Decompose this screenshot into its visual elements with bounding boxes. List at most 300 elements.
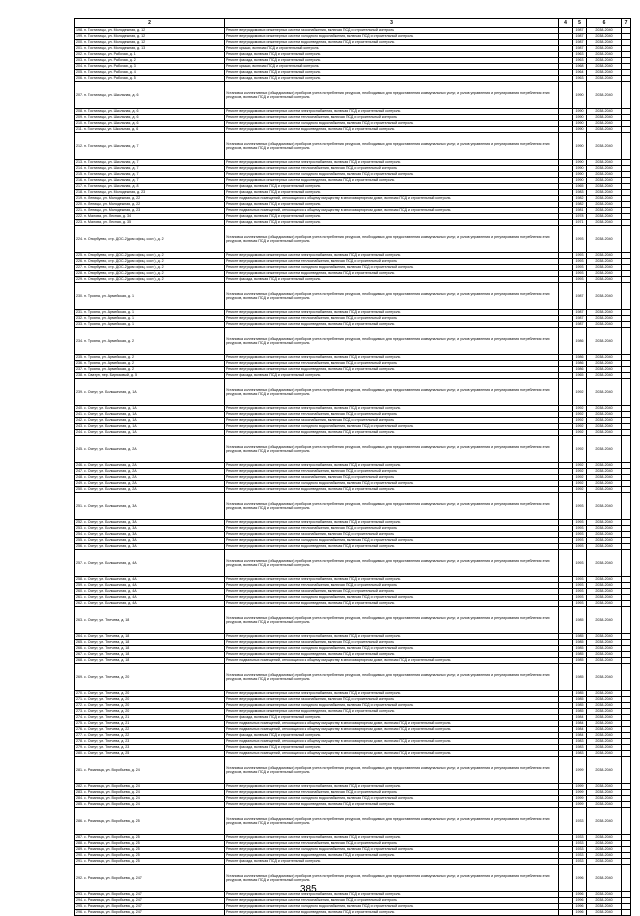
year-cell: 1986: [573, 367, 587, 373]
address-cell: 238. п. Сватуп, пер. Бирюзовый, д. 5: [75, 373, 225, 379]
col4-cell: [559, 379, 573, 406]
address-cell: 221. п. Лепицы, ул. Молодежная, д. 23: [75, 208, 225, 214]
year-cell: 1985: [573, 640, 587, 646]
address-cell: 228. п. Опорбуево, стр. ДОС-2(дом офиц. сост.), д. 2: [75, 271, 225, 277]
period-cell: 2038-2040: [587, 436, 622, 463]
year-cell: 1992: [573, 406, 587, 412]
address-cell: 236. п. Трояна, ул. Армейская, д. 2: [75, 361, 225, 367]
period-cell: 2038-2040: [587, 166, 622, 172]
work-type-cell: Установка коллективных (общедомовых) приборов учета потребления ресурсов, необходимых для предоставления коммунальных услуг, и узлов управления и регулирования потребления этих ресурсов, включая ПСД и строительный контроль: [225, 82, 559, 109]
year-cell: 1993: [573, 589, 587, 595]
work-type-cell: Ремонт внутридомовых инженерных систем электроснабжения, включая ПСД и строительный контроль: [225, 892, 559, 898]
period-cell: 2038-2040: [587, 709, 622, 715]
period-cell: 2038-2040: [587, 841, 622, 847]
period-cell: 2038-2040: [587, 745, 622, 751]
work-type-cell: Ремонт внутридомовых инженерных систем водоотведения, включая ПСД и строительный контроль: [225, 709, 559, 715]
address-cell: 260. с. Оспут, ул. Большичная, д. 4А: [75, 589, 225, 595]
period-cell: 2038-2040: [587, 46, 622, 52]
address-cell: 266. с. Оспут, ул. Тютчева, д. 18: [75, 646, 225, 652]
work-type-cell: Ремонт внутридомовых инженерных систем холодного водоснабжения, включая ПСД и строительный контроль: [225, 424, 559, 430]
table-header-row: [75, 19, 631, 28]
work-type-cell: Ремонт внутридомовых инженерных систем газоснабжения, включая ПСД и строительный контроль: [225, 28, 559, 34]
col4-cell: [559, 910, 573, 916]
year-cell: 1992: [573, 424, 587, 430]
work-type-cell: Ремонт подвальных помещений, относящихся к общему имуществу в многоквартирном доме, включая ПСД и строительный контроль: [225, 196, 559, 202]
address-cell: 252. с. Оспут, ул. Большичная, д. 3А: [75, 520, 225, 526]
year-cell: 1990: [573, 166, 587, 172]
work-type-cell: Ремонт фасада, включая ПСД и строительный контроль: [225, 70, 559, 76]
period-cell: 2038-2040: [587, 82, 622, 109]
address-cell: 275. с. Оспут, ул. Тютчева, д. 21: [75, 721, 225, 727]
period-cell: 2038-2040: [587, 727, 622, 733]
period-cell: 2038-2040: [587, 550, 622, 577]
address-cell: 285. с. Рязаница, ул. Воробьева, д. 24: [75, 802, 225, 808]
period-cell: 2038-2040: [587, 40, 622, 46]
table-row: [75, 910, 631, 916]
work-type-cell: Ремонт фасада, включая ПСД и строительный контроль: [225, 373, 559, 379]
period-cell: 2038-2040: [587, 196, 622, 202]
year-cell: 1993: [573, 277, 587, 283]
address-cell: 233. п. Трояна, ул. Армейская, д. 1: [75, 322, 225, 328]
address-cell: 273. с. Оспут, ул. Тютчева, д. 20: [75, 709, 225, 715]
period-cell: 2038-2040: [587, 178, 622, 184]
work-type-cell: Ремонт внутридомовых инженерных систем газоснабжения, включая ПСД и строительный контроль: [225, 697, 559, 703]
period-cell: 2038-2040: [587, 253, 622, 259]
work-type-cell: Ремонт внутридомовых инженерных систем холодного водоснабжения, включая ПСД и строительный контроль: [225, 904, 559, 910]
address-cell: 276. с. Оспут, ул. Тютчева, д. 22: [75, 727, 225, 733]
work-type-cell: Установка коллективных (общедомовых) приборов учета потребления ресурсов, необходимых для предоставления коммунальных услуг, и узлов управления и регулирования потребления этих ресурсов, включая ПСД и строительный контроль: [225, 550, 559, 577]
period-cell: 2038-2040: [587, 412, 622, 418]
address-cell: 290. с. Рязаница, ул. Воробьева, д. 25: [75, 853, 225, 859]
address-cell: 249. с. Оспут, ул. Большичная, д. 2А: [75, 481, 225, 487]
year-cell: 1992: [573, 418, 587, 424]
address-cell: 269. с. Оспут, ул. Тютчева, д. 20: [75, 664, 225, 691]
period-cell: 2038-2040: [587, 271, 622, 277]
address-cell: 263. с. Оспут, ул. Тютчева, д. 18: [75, 607, 225, 634]
col7-cell: [622, 493, 631, 520]
year-cell: 1986: [573, 355, 587, 361]
work-type-cell: Ремонт фасада, включая ПСД и строительный контроль: [225, 58, 559, 64]
address-cell: 200. п. Гостилицы, ул. Молодежная, д. 12: [75, 40, 225, 46]
year-cell: 1987: [573, 34, 587, 40]
year-cell: 1990: [573, 178, 587, 184]
period-cell: 2038-2040: [587, 190, 622, 196]
address-cell: 226. п. Опорбуево, стр. ДОС-2(дом офиц. сост.), д. 2: [75, 259, 225, 265]
year-cell: 1993: [573, 520, 587, 526]
period-cell: 2038-2040: [587, 595, 622, 601]
year-cell: 1985: [573, 697, 587, 703]
year-cell: 1993: [573, 526, 587, 532]
address-cell: 283. с. Рязаница, ул. Воробьева, д. 24: [75, 790, 225, 796]
address-cell: 292. с. Рязаница, ул. Воробьева, д. 247: [75, 865, 225, 892]
work-type-cell: Ремонт внутридомовых инженерных систем электроснабжения, включая ПСД и строительный контроль: [225, 310, 559, 316]
year-cell: 1985: [573, 664, 587, 691]
address-cell: 209. п. Гостилицы, ул. Школьная, д. 6: [75, 115, 225, 121]
work-type-cell: Ремонт внутридомовых инженерных систем электроснабжения, включая ПСД и строительный контроль: [225, 577, 559, 583]
address-cell: 282. с. Рязаница, ул. Воробьева, д. 24: [75, 784, 225, 790]
address-cell: 256. с. Оспут, ул. Большичная, д. 3А: [75, 544, 225, 550]
year-cell: 1933: [573, 847, 587, 853]
year-cell: 1933: [573, 835, 587, 841]
year-cell: 1987: [573, 283, 587, 310]
work-type-cell: Ремонт внутридомовых инженерных систем холодного водоснабжения, включая ПСД и строительный контроль: [225, 481, 559, 487]
work-type-cell: Ремонт подвальных помещений, относящихся к общему имуществу в многоквартирном доме, включая ПСД и строительный контроль: [225, 751, 559, 757]
period-cell: 2038-2040: [587, 796, 622, 802]
year-cell: 1993: [573, 271, 587, 277]
work-type-cell: Ремонт фасада, включая ПСД и строительный контроль: [225, 733, 559, 739]
work-type-cell: Ремонт крыши, включая ПСД и строительный контроль: [225, 64, 559, 70]
address-cell: 253. с. Оспут, ул. Большичная, д. 3А: [75, 526, 225, 532]
address-cell: 259. с. Оспут, ул. Большичная, д. 4А: [75, 583, 225, 589]
address-cell: 208. п. Гостилицы, ул. Школьная, д. 6: [75, 109, 225, 115]
address-cell: 248. с. Оспут, ул. Большичная, д. 2А: [75, 475, 225, 481]
address-cell: 219. п. Лепицы, ул. Молодежная, д. 22: [75, 196, 225, 202]
year-cell: 1983: [573, 751, 587, 757]
address-cell: 199. п. Гостилицы, ул. Молодежная, д. 12: [75, 34, 225, 40]
table-row: [75, 133, 631, 160]
period-cell: 2038-2040: [587, 847, 622, 853]
col4-cell: [559, 757, 573, 784]
period-cell: 2038-2040: [587, 463, 622, 469]
work-type-cell: Ремонт внутридомовых инженерных систем электроснабжения, включая ПСД и строительный контроль: [225, 784, 559, 790]
work-type-cell: Установка коллективных (общедомовых) приборов учета потребления ресурсов, необходимых для предоставления коммунальных услуг, и узлов управления и регулирования потребления этих ресурсов, включая ПСД и строительный контроль: [225, 379, 559, 406]
address-cell: 262. с. Оспут, ул. Большичная, д. 4А: [75, 601, 225, 607]
period-cell: 2038-2040: [587, 757, 622, 784]
period-cell: 2038-2040: [587, 697, 622, 703]
col7-cell: [622, 910, 631, 916]
work-type-cell: Ремонт внутридомовых инженерных систем электроснабжения, включая ПСД и строительный контроль: [225, 463, 559, 469]
work-type-cell: Ремонт фасада, включая ПСД и строительный контроль: [225, 214, 559, 220]
address-cell: 204. п. Гостилицы, ул. Рабочая, д. 3: [75, 64, 225, 70]
year-cell: 1993: [573, 538, 587, 544]
year-cell: 1996: [573, 865, 587, 892]
work-type-cell: Ремонт фасада, включая ПСД и строительный контроль: [225, 76, 559, 82]
work-type-cell: Ремонт внутридомовых инженерных систем холодного водоснабжения, включая ПСД и строительный контроль: [225, 121, 559, 127]
year-cell: 1992: [573, 436, 587, 463]
work-type-cell: Ремонт внутридомовых инженерных систем водоотведения, включая ПСД и строительный контроль: [225, 322, 559, 328]
work-type-cell: Ремонт внутридомовых инженерных систем холодного водоснабжения, включая ПСД и строительный контроль: [225, 847, 559, 853]
year-cell: 1992: [573, 475, 587, 481]
year-cell: 1987: [573, 40, 587, 46]
year-cell: 1992: [573, 463, 587, 469]
work-type-cell: Ремонт внутридомовых инженерных систем водоотведения, включая ПСД и строительный контроль: [225, 487, 559, 493]
period-cell: 2038-2040: [587, 898, 622, 904]
address-cell: 241. с. Оспут, ул. Большичная, д. 1А: [75, 412, 225, 418]
period-cell: 2038-2040: [587, 34, 622, 40]
work-type-cell: Ремонт внутридомовых инженерных систем холодного водоснабжения, включая ПСД и строительный контроль: [225, 172, 559, 178]
work-type-cell: Ремонт фасада, включая ПСД и строительный контроль: [225, 859, 559, 865]
address-cell: 207. п. Гостилицы, ул. Школьная, д. 6: [75, 82, 225, 109]
period-cell: 2038-2040: [587, 658, 622, 664]
address-cell: 258. с. Оспут, ул. Большичная, д. 4А: [75, 577, 225, 583]
period-cell: 2038-2040: [587, 910, 622, 916]
period-cell: 2038-2040: [587, 52, 622, 58]
year-cell: 1981: [573, 208, 587, 214]
address-cell: 223. п. Малова, ул. Лесная, д. 35: [75, 220, 225, 226]
period-cell: 2038-2040: [587, 202, 622, 208]
year-cell: 1984: [573, 727, 587, 733]
year-cell: 1987: [573, 310, 587, 316]
header-col-1: 2: [75, 19, 225, 28]
year-cell: 1986: [573, 328, 587, 355]
address-cell: 284. с. Рязаница, ул. Воробьева, д. 24: [75, 796, 225, 802]
col7-cell: [622, 226, 631, 253]
address-cell: 286. с. Рязаница, ул. Воробьева, д. 25: [75, 808, 225, 835]
table-row: [75, 865, 631, 892]
col7-cell: [622, 550, 631, 577]
work-type-cell: Ремонт внутридомовых инженерных систем водоотведения, включая ПСД и строительный контроль: [225, 910, 559, 916]
work-type-cell: Ремонт фасада, включая ПСД и строительный контроль: [225, 190, 559, 196]
address-cell: 212. п. Гостилицы, ул. Школьная, д. 7: [75, 133, 225, 160]
address-cell: 202. п. Гостилицы, ул. Рабочая, д. 1: [75, 52, 225, 58]
address-cell: 287. с. Рязаница, ул. Воробьева, д. 25: [75, 835, 225, 841]
col7-cell: [622, 379, 631, 406]
table-row: [75, 82, 631, 109]
address-cell: 288. с. Рязаница, ул. Воробьева, д. 25: [75, 841, 225, 847]
address-cell: 250. с. Оспут, ул. Большичная, д. 2А: [75, 487, 225, 493]
address-cell: 215. п. Гостилицы, ул. Школьная, д. 7: [75, 172, 225, 178]
year-cell: 1968: [573, 64, 587, 70]
work-type-cell: Установка коллективных (общедомовых) приборов учета потребления ресурсов, необходимых для предоставления коммунальных услуг, и узлов управления и регулирования потребления этих ресурсов, включая ПСД и строительный контроль: [225, 808, 559, 835]
period-cell: 2038-2040: [587, 904, 622, 910]
year-cell: 1933: [573, 853, 587, 859]
period-cell: 2038-2040: [587, 277, 622, 283]
work-type-cell: Ремонт внутридомовых инженерных систем водоотведения, включая ПСД и строительный контроль: [225, 271, 559, 277]
work-type-cell: Ремонт внутридомовых инженерных систем электроснабжения, включая ПСД и строительный контроль: [225, 835, 559, 841]
address-cell: 245. с. Оспут, ул. Большичная, д. 2А: [75, 436, 225, 463]
period-cell: 2038-2040: [587, 733, 622, 739]
work-type-cell: Установка коллективных (общедомовых) приборов учета потребления ресурсов, необходимых для предоставления коммунальных услуг, и узлов управления и регулирования потребления этих ресурсов, включая ПСД и строительный контроль: [225, 226, 559, 253]
period-cell: 2038-2040: [587, 652, 622, 658]
year-cell: 1999: [573, 757, 587, 784]
period-cell: 2038-2040: [587, 481, 622, 487]
col7-cell: [622, 607, 631, 634]
col7-cell: [622, 283, 631, 310]
work-type-cell: Ремонт внутридомовых инженерных систем электроснабжения, включая ПСД и строительный контроль: [225, 691, 559, 697]
period-cell: 2038-2040: [587, 538, 622, 544]
work-type-cell: Ремонт внутридомовых инженерных систем холодного водоснабжения, включая ПСД и строительный контроль: [225, 595, 559, 601]
work-type-cell: Ремонт подвальных помещений, относящихся к общему имуществу в многоквартирном доме, включая ПСД и строительный контроль: [225, 727, 559, 733]
period-cell: 2038-2040: [587, 664, 622, 691]
period-cell: 2038-2040: [587, 532, 622, 538]
year-cell: 1996: [573, 910, 587, 916]
address-cell: 220. п. Лепицы, ул. Молодежная, д. 22: [75, 202, 225, 208]
year-cell: 1993: [573, 265, 587, 271]
work-type-cell: Ремонт внутридомовых инженерных систем электроснабжения, включая ПСД и строительный контроль: [225, 355, 559, 361]
col7-cell: [622, 133, 631, 160]
period-cell: 2038-2040: [587, 265, 622, 271]
period-cell: 2038-2040: [587, 784, 622, 790]
year-cell: 1999: [573, 790, 587, 796]
col4-cell: [559, 607, 573, 634]
year-cell: 1987: [573, 46, 587, 52]
year-cell: 1996: [573, 898, 587, 904]
work-type-cell: Ремонт внутридомовых инженерных систем электроснабжения, включая ПСД и строительный контроль: [225, 160, 559, 166]
year-cell: 1999: [573, 796, 587, 802]
address-cell: 198. п. Гостилицы, ул. Молодежная, д. 12: [75, 28, 225, 34]
work-type-cell: Ремонт внутридомовых инженерных систем водоотведения, включая ПСД и строительный контроль: [225, 367, 559, 373]
year-cell: 1983: [573, 190, 587, 196]
work-type-cell: Ремонт внутридомовых инженерных систем водоотведения, включая ПСД и строительный контроль: [225, 127, 559, 133]
address-cell: 246. с. Оспут, ул. Большичная, д. 2А: [75, 463, 225, 469]
year-cell: 1992: [573, 481, 587, 487]
work-type-cell: Ремонт внутридомовых инженерных систем водоотведения, включая ПСД и строительный контроль: [225, 853, 559, 859]
work-type-cell: Установка коллективных (общедомовых) приборов учета потребления ресурсов, необходимых для предоставления коммунальных услуг, и узлов управления и регулирования потребления этих ресурсов, включая ПСД и строительный контроль: [225, 283, 559, 310]
year-cell: 1933: [573, 808, 587, 835]
table-row: [75, 493, 631, 520]
address-cell: 227. п. Опорбуево, стр. ДОС-2(дом офиц. сост.), д. 2: [75, 265, 225, 271]
period-cell: 2038-2040: [587, 64, 622, 70]
period-cell: 2038-2040: [587, 802, 622, 808]
year-cell: 1963: [573, 52, 587, 58]
address-cell: 296. с. Рязаница, ул. Воробьева, д. 247: [75, 910, 225, 916]
address-cell: 268. с. Оспут, ул. Тютчева, д. 18: [75, 658, 225, 664]
address-cell: 237. п. Трояна, ул. Армейская, д. 2: [75, 367, 225, 373]
year-cell: 1999: [573, 784, 587, 790]
year-cell: 1996: [573, 904, 587, 910]
year-cell: 1985: [573, 634, 587, 640]
work-type-cell: Установка коллективных (общедомовых) приборов учета потребления ресурсов, необходимых для предоставления коммунальных услуг, и узлов управления и регулирования потребления этих ресурсов, включая ПСД и строительный контроль: [225, 436, 559, 463]
address-cell: 201. п. Гостилицы, ул. Молодежная, д. 13: [75, 46, 225, 52]
work-type-cell: Ремонт фасада, включая ПСД и строительный контроль: [225, 277, 559, 283]
work-type-cell: Установка коллективных (общедомовых) приборов учета потребления ресурсов, необходимых для предоставления коммунальных услуг, и узлов управления и регулирования потребления этих ресурсов, включая ПСД и строительный контроль: [225, 664, 559, 691]
col4-cell: [559, 283, 573, 310]
year-cell: 1984: [573, 721, 587, 727]
period-cell: 2038-2040: [587, 577, 622, 583]
col7-cell: [622, 808, 631, 835]
address-cell: 234. п. Трояна, ул. Армейская, д. 2: [75, 328, 225, 355]
work-type-cell: Ремонт подвальных помещений, относящихся к общему имуществу в многоквартирном доме, включая ПСД и строительный контроль: [225, 721, 559, 727]
year-cell: 1963: [573, 76, 587, 82]
col7-cell: [622, 436, 631, 463]
period-cell: 2038-2040: [587, 469, 622, 475]
year-cell: 1964: [573, 70, 587, 76]
work-type-cell: Ремонт внутридомовых инженерных систем холодного водоснабжения, включая ПСД и строительный контроль: [225, 538, 559, 544]
year-cell: 1965: [573, 184, 587, 190]
period-cell: 2038-2040: [587, 475, 622, 481]
address-cell: 206. п. Гостилицы, ул. Рабочая, д. 5: [75, 76, 225, 82]
col4-cell: [559, 328, 573, 355]
period-cell: 2038-2040: [587, 703, 622, 709]
work-type-cell: Ремонт внутридомовых инженерных систем газоснабжения, включая ПСД и строительный контроль: [225, 589, 559, 595]
address-cell: 232. п. Трояна, ул. Армейская, д. 1: [75, 316, 225, 322]
period-cell: 2038-2040: [587, 418, 622, 424]
year-cell: 1993: [573, 583, 587, 589]
address-cell: 272. с. Оспут, ул. Тютчева, д. 20: [75, 703, 225, 709]
work-type-cell: Ремонт внутридомовых инженерных систем водоотведения, включая ПСД и строительный контроль: [225, 601, 559, 607]
year-cell: 1965: [573, 373, 587, 379]
work-type-cell: Ремонт внутридомовых инженерных систем холодного водоснабжения, включая ПСД и строительный контроль: [225, 703, 559, 709]
address-cell: 264. с. Оспут, ул. Тютчева, д. 18: [75, 634, 225, 640]
col4-cell: [559, 664, 573, 691]
period-cell: 2038-2040: [587, 283, 622, 310]
col7-cell: [622, 82, 631, 109]
col7-cell: [622, 328, 631, 355]
col4-cell: [559, 133, 573, 160]
period-cell: 2038-2040: [587, 172, 622, 178]
address-cell: 295. с. Рязаница, ул. Воробьева, д. 247: [75, 904, 225, 910]
year-cell: 1985: [573, 709, 587, 715]
work-type-cell: Ремонт фасада, включая ПСД и строительный контроль: [225, 745, 559, 751]
address-cell: 261. с. Оспут, ул. Большичная, д. 4А: [75, 595, 225, 601]
period-cell: 2038-2040: [587, 76, 622, 82]
work-type-cell: Ремонт внутридомовых инженерных систем электроснабжения, включая ПСД и строительный контроль: [225, 520, 559, 526]
address-cell: 281. с. Рязаница, ул. Воробьева, д. 24: [75, 757, 225, 784]
year-cell: 1990: [573, 82, 587, 109]
page-number: 385: [300, 884, 317, 895]
work-type-cell: Ремонт внутридомовых инженерных систем холодного водоснабжения, включая ПСД и строительный контроль: [225, 796, 559, 802]
address-cell: 270. с. Оспут, ул. Тютчева, д. 20: [75, 691, 225, 697]
col4-cell: [559, 82, 573, 109]
year-cell: 1993: [573, 226, 587, 253]
work-type-cell: Ремонт внутридомовых инженерных систем теплоснабжения, включая ПСД и строительный контроль: [225, 115, 559, 121]
year-cell: 1984: [573, 733, 587, 739]
period-cell: 2038-2040: [587, 715, 622, 721]
work-type-cell: Ремонт фасада, включая ПСД и строительный контроль: [225, 220, 559, 226]
table-row: [75, 607, 631, 634]
year-cell: 1984: [573, 715, 587, 721]
address-cell: 224. п. Опорбуево, стр. ДОС-2(дом офиц. сост.), д. 2: [75, 226, 225, 253]
period-cell: 2038-2040: [587, 220, 622, 226]
address-cell: 235. п. Трояна, ул. Армейская, д. 2: [75, 355, 225, 361]
work-type-cell: Ремонт внутридомовых инженерных систем теплоснабжения, включая ПСД и строительный контроль: [225, 526, 559, 532]
work-type-cell: Ремонт внутридомовых инженерных систем водоотведения, включая ПСД и строительный контроль: [225, 802, 559, 808]
work-type-cell: Ремонт внутридомовых инженерных систем газоснабжения, включая ПСД и строительный контроль: [225, 640, 559, 646]
address-cell: 230. п. Трояна, ул. Армейская, д. 1: [75, 283, 225, 310]
work-type-cell: Ремонт подвальных помещений, относящихся к общему имуществу в многоквартирном доме, включая ПСД и строительный контроль: [225, 739, 559, 745]
period-cell: 2038-2040: [587, 109, 622, 115]
work-type-cell: Установка коллективных (общедомовых) приборов учета потребления ресурсов, необходимых для предоставления коммунальных услуг, и узлов управления и регулирования потребления этих ресурсов, включая ПСД и строительный контроль: [225, 607, 559, 634]
work-type-cell: Ремонт внутридомовых инженерных систем холодного водоснабжения, включая ПСД и строительный контроль: [225, 646, 559, 652]
year-cell: 1986: [573, 361, 587, 367]
year-cell: 1993: [573, 259, 587, 265]
period-cell: 2038-2040: [587, 133, 622, 160]
col4-cell: [559, 865, 573, 892]
header-col-7: 7: [622, 19, 631, 28]
period-cell: 2038-2040: [587, 316, 622, 322]
period-cell: 2038-2040: [587, 379, 622, 406]
work-type-cell: Установка коллективных (общедомовых) приборов учета потребления ресурсов, необходимых для предоставления коммунальных услуг, и узлов управления и регулирования потребления этих ресурсов, включая ПСД и строительный контроль: [225, 328, 559, 355]
address-cell: 280. с. Оспут, ул. Тютчева, д. 25: [75, 751, 225, 757]
period-cell: 2038-2040: [587, 310, 622, 316]
period-cell: 2038-2040: [587, 640, 622, 646]
period-cell: 2038-2040: [587, 160, 622, 166]
period-cell: 2038-2040: [587, 322, 622, 328]
work-type-cell: Ремонт внутридомовых инженерных систем теплоснабжения, включая ПСД и строительный контроль: [225, 841, 559, 847]
period-cell: 2038-2040: [587, 214, 622, 220]
year-cell: 1971: [573, 220, 587, 226]
address-cell: 231. п. Трояна, ул. Армейская, д. 1: [75, 310, 225, 316]
work-type-cell: Ремонт подвальных помещений, относящихся к общему имуществу в многоквартирном доме, включая ПСД и строительный контроль: [225, 208, 559, 214]
work-type-cell: Ремонт внутридомовых инженерных систем теплоснабжения, включая ПСД и строительный контроль: [225, 166, 559, 172]
address-cell: 211. п. Гостилицы, ул. Школьная, д. 6: [75, 127, 225, 133]
year-cell: 1996: [573, 892, 587, 898]
address-cell: 213. п. Гостилицы, ул. Школьная, д. 7: [75, 160, 225, 166]
address-cell: 274. с. Оспут, ул. Тютчева, д. 21: [75, 715, 225, 721]
header-col-4: 4: [559, 19, 573, 28]
address-cell: 216. п. Гостилицы, ул. Школьная, д. 7: [75, 178, 225, 184]
period-cell: 2038-2040: [587, 367, 622, 373]
work-type-cell: Ремонт внутридомовых инженерных систем газоснабжения, включая ПСД и строительный контроль: [225, 475, 559, 481]
address-cell: 277. с. Оспут, ул. Тютчева, д. 22: [75, 733, 225, 739]
year-cell: 1985: [573, 703, 587, 709]
work-type-cell: Ремонт внутридомовых инженерных систем теплоснабжения, включая ПСД и строительный контроль: [225, 412, 559, 418]
work-type-cell: Ремонт внутридомовых инженерных систем теплоснабжения, включая ПСД и строительный контроль: [225, 469, 559, 475]
work-type-cell: Ремонт подвальных помещений, относящихся к общему имуществу в многоквартирном доме, включая ПСД и строительный контроль: [225, 658, 559, 664]
address-cell: 203. п. Гостилицы, ул. Рабочая, д. 2: [75, 58, 225, 64]
works-table: [74, 18, 631, 916]
year-cell: 1993: [573, 595, 587, 601]
